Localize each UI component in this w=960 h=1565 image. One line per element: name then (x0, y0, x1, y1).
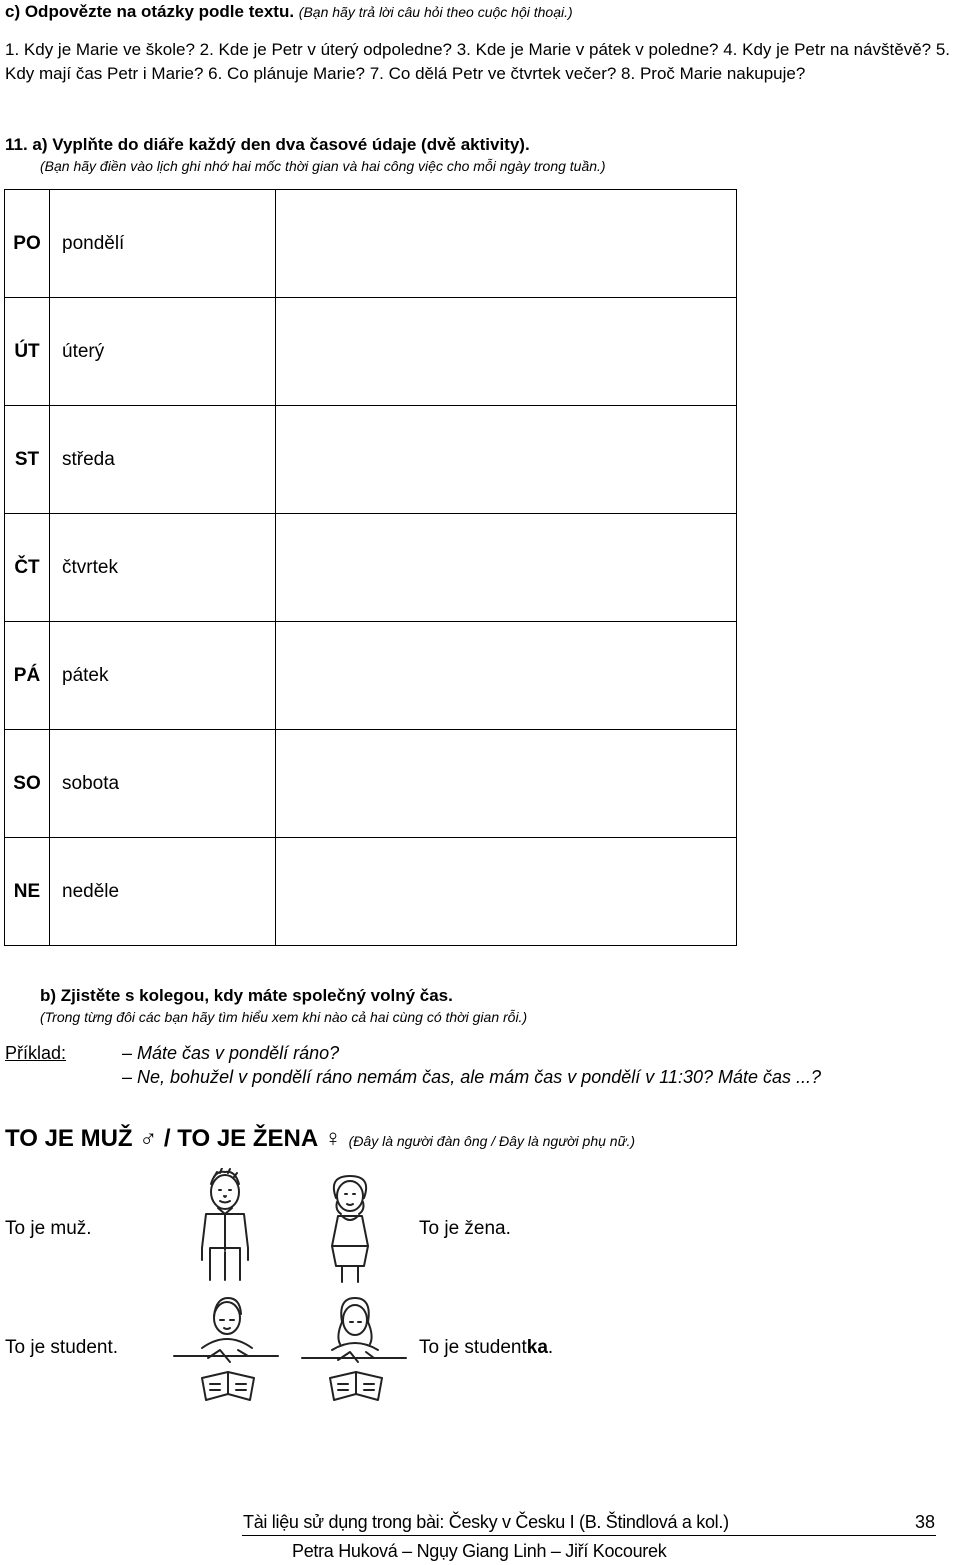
day-abbr: SO (5, 730, 50, 838)
gender-title (5, 1125, 635, 1153)
diary-row (5, 730, 737, 838)
example-line-2: – Ne, bohužel v pondělí ráno nemám čas, ale mám čas v pondělí v 11:30? Máte čas ...? (122, 1067, 822, 1087)
day-abbr: PÁ (5, 622, 50, 730)
diary-slot[interactable] (276, 622, 737, 730)
gender-note: (Đây là người đàn ông / Đây là người phụ nữ.) (348, 1133, 635, 1149)
diary-row (5, 298, 737, 406)
day-abbr: NE (5, 838, 50, 946)
section-c-note: (Bạn hãy trả lời câu hỏi theo cuộc hội thoại.) (298, 4, 573, 20)
exercise-11-note: (Bạn hãy điền vào lịch ghi nhớ hai mốc thời gian và hai công việc cho mỗi ngày trong tuần.) (40, 158, 606, 174)
example-label: Příklad: (5, 1043, 67, 1063)
sentence-studentka: To je studentka. (419, 1337, 554, 1358)
man-illustration (188, 1168, 262, 1284)
diary-slot[interactable] (276, 406, 737, 514)
diary-table (4, 189, 737, 946)
day-name: sobota (50, 730, 276, 838)
title-man: TO JE MUŽ ♂ (5, 1125, 158, 1152)
diary-slot[interactable] (276, 514, 737, 622)
day-name: pátek (50, 622, 276, 730)
sentence-man: To je muž. (5, 1218, 92, 1239)
day-abbr: PO (5, 190, 50, 298)
day-name: čtvrtek (50, 514, 276, 622)
diary-row (5, 514, 737, 622)
day-name: středa (50, 406, 276, 514)
day-abbr: ÚT (5, 298, 50, 406)
title-woman: TO JE ŽENA ♀ (177, 1125, 342, 1152)
diary-row (5, 622, 737, 730)
sentence-woman: To je žena. (419, 1218, 511, 1239)
diary-slot[interactable] (276, 838, 737, 946)
footer-divider (242, 1535, 936, 1536)
title-separator: / (157, 1125, 178, 1152)
questions-text: 1. Kdy je Marie ve škole? 2. Kde je Petr v úterý odpoledne? 3. Kde je Marie v pátek v poledne? 4. Kdy je Petr na návštěvě? 5. Kdy mají čas Petr i Marie? 6. Co plánuje Marie? 7. Co dělá Petr ve čtvrtek večer? 8. Proč Marie nakupuje? (5, 40, 951, 83)
footer-authors: Petra Huková – Ngụy Giang Linh – Jiří Kocourek (292, 1541, 667, 1561)
day-name: úterý (50, 298, 276, 406)
day-name: pondělí (50, 190, 276, 298)
exercise-11-heading: 11. a) Vyplňte do diáře každý den dva časové údaje (dvě aktivity). (5, 135, 530, 154)
day-abbr: ST (5, 406, 50, 514)
section-c-heading: c) Odpovězte na otázky podle textu. (Bạn hãy trả lời câu hỏi theo cuộc hội thoại.) (5, 2, 573, 21)
diary-slot[interactable] (276, 190, 737, 298)
day-abbr: ČT (5, 514, 50, 622)
footer-source: Tài liệu sử dụng trong bài: Česky v Česku I (B. Štindlová a kol.) (243, 1512, 729, 1532)
page-number: 38 (915, 1512, 936, 1532)
day-name: neděle (50, 838, 276, 946)
exercise-11b-note: (Trong từng đôi các bạn hãy tìm hiểu xem khi nào cả hai cùng có thời gian rỗi.) (40, 1009, 528, 1025)
woman-illustration (318, 1172, 382, 1284)
diary-row (5, 838, 737, 946)
diary-row (5, 406, 737, 514)
exercise-11b-heading: b) Zjistěte s kolegou, kdy máte společný volný čas. (40, 986, 453, 1005)
sentence-student: To je student. (5, 1337, 119, 1358)
example-line-1: – Máte čas v pondělí ráno? (122, 1043, 340, 1063)
diary-row (5, 190, 737, 298)
diary-slot[interactable] (276, 298, 737, 406)
studentka-illustration (300, 1292, 408, 1406)
student-illustration (172, 1292, 280, 1406)
suffix-ka: ka (526, 1337, 548, 1358)
diary-slot[interactable] (276, 730, 737, 838)
